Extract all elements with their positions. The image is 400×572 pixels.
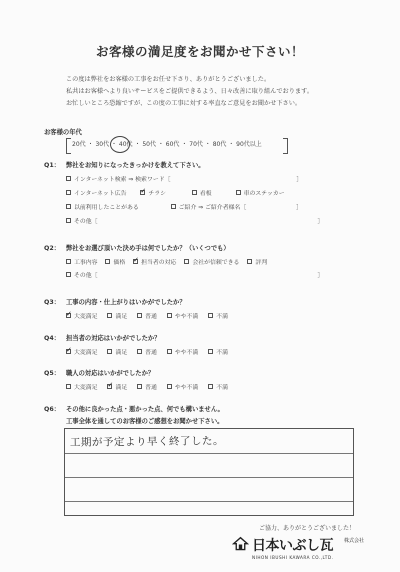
comment-line [65, 453, 353, 454]
q4-number: Q4： [44, 335, 61, 342]
age-options-text: 20代 ・ 30代 ・ 40代 ・ 50代 ・ 60代 ・ 70代 ・ 80代 ・ 90代以上 [72, 141, 262, 148]
q5-option-neutral[interactable]: 普通 [137, 382, 157, 391]
company-name: 日本いぶし瓦 [252, 538, 333, 554]
company-emblem-icon [232, 536, 249, 553]
q2-option-price[interactable]: 価格 [105, 257, 125, 266]
q4-heading [44, 333, 160, 342]
checkbox-checked[interactable] [133, 259, 138, 264]
company-name-en: NIHON IBUSHI KAWARA CO.,LTD. [252, 555, 334, 560]
q3-options [66, 311, 228, 320]
q2-row-2 [66, 270, 323, 279]
checkbox-checked[interactable] [66, 349, 71, 354]
checkbox-checked[interactable] [66, 313, 71, 318]
q1-heading [44, 160, 205, 169]
q2-question: 弊社をお選び頂いた決め手は何でしたか？（いくつでも） [66, 245, 230, 252]
q1-question: 弊社をお知りになったきっかけを教えて下さい。 [66, 162, 205, 169]
q1-option-other[interactable]: その他［ [66, 216, 98, 225]
q1-row-2 [66, 188, 285, 197]
intro-line-1: この度は弊社をお客様の工事をお任せ下さり、ありがとうございました。 [66, 76, 271, 83]
company-kk: 株式会社 [344, 538, 365, 544]
q2-row-1 [66, 257, 267, 266]
age-label: お客様の年代 [44, 129, 82, 136]
company-logo [232, 535, 372, 565]
q6-heading [44, 404, 224, 413]
q3-number: Q3： [44, 299, 61, 306]
age-selected-circle [110, 136, 130, 153]
intro-line-2: 私共はお客様へより良いサービスをご提供できるよう、日々改善に取り組んでおります。 [66, 88, 314, 95]
q5-option-satisfied[interactable]: ✓ 満足 [107, 382, 127, 391]
checkbox[interactable] [66, 176, 71, 181]
q5-option-somewhat-dissatisfied[interactable]: やや不満 [167, 382, 199, 391]
close-bracket: ］ [296, 177, 303, 183]
q1-option-ad[interactable]: インターネット広告 [66, 188, 127, 197]
q2-option-reputation[interactable]: 評判 [247, 257, 267, 266]
q4-option-somewhat-dissatisfied[interactable]: やや不満 [167, 347, 199, 356]
q3-option-dissatisfied[interactable]: 不満 [208, 311, 228, 320]
q1-row-1 [66, 174, 302, 183]
intro-line-3: お忙しいところ恐縮ですが、この度の工事に対する率直なご意見をお聞かせ下さい。 [66, 100, 302, 107]
q5-option-very-satisfied[interactable]: 大変満足 [66, 382, 98, 391]
q6-number: Q6： [44, 406, 61, 413]
q2-option-content[interactable]: 工事内容 [66, 257, 98, 266]
q3-option-neutral[interactable]: 普通 [137, 311, 157, 320]
q2-option-other[interactable]: その他［ [66, 270, 98, 279]
checkbox-checked[interactable] [107, 384, 112, 389]
comment-line [65, 501, 353, 502]
q3-option-satisfied[interactable]: 満足 [107, 311, 127, 320]
age-options[interactable] [66, 138, 288, 152]
q4-option-very-satisfied[interactable]: ✓大変満足 [66, 347, 98, 356]
q3-option-somewhat-dissatisfied[interactable]: やや不満 [167, 311, 199, 320]
q1-option-search[interactable]: インターネット検索 ⇒ 検索ワード［ [66, 174, 171, 183]
q4-options [66, 347, 228, 356]
q4-option-neutral[interactable]: 普通 [137, 347, 157, 356]
q1-option-referral[interactable]: ご紹介 ⇒ ご紹介者様名［ [171, 202, 247, 211]
q6-subtitle: 工事全体を通してのお客様のご感想をお聞かせ下さい。 [66, 418, 224, 425]
q1-row-3 [66, 202, 302, 211]
q4-option-dissatisfied[interactable]: 不満 [208, 347, 228, 356]
q1-option-previous[interactable]: 以前利用したことがある [66, 202, 139, 211]
q4-option-satisfied[interactable]: 満足 [107, 347, 127, 356]
q3-question: 工事の内容・仕上がりはいかがでしたか？ [66, 299, 186, 306]
close-bracket: ］ [317, 219, 324, 225]
q5-heading [44, 368, 154, 377]
thanks-text: ご協力、ありがとうございました！ [258, 525, 355, 532]
q3-heading [44, 297, 186, 306]
q1-number: Q1： [44, 162, 61, 169]
q1-option-sign[interactable]: 看板 [192, 188, 212, 197]
q1-option-sticker[interactable]: 車のステッカー [236, 188, 285, 197]
q4-question: 担当者の対応はいかがでしたか？ [66, 335, 161, 342]
q2-option-staff[interactable]: ✓ 担当者の対応 [133, 257, 176, 266]
q3-option-very-satisfied[interactable]: ✓大変満足 [66, 311, 98, 320]
q5-number: Q5： [44, 370, 61, 377]
checkbox-checked[interactable] [140, 190, 145, 195]
page-title: お客様の満足度をお聞かせ下さい！ [95, 44, 304, 59]
close-bracket: ］ [317, 273, 324, 279]
q5-option-dissatisfied[interactable]: 不満 [208, 382, 228, 391]
intro-text [66, 74, 313, 110]
q6-handwritten-answer: 工期が予定より早く終了した。 [69, 435, 225, 449]
q1-option-flyer[interactable]: ✓ チラシ [140, 188, 166, 197]
q1-row-4 [66, 216, 323, 225]
q6-question: その他に良かった点・悪かった点、何でも構いません。 [66, 406, 224, 413]
q2-heading [44, 243, 230, 252]
q5-question: 職人の対応はいかがでしたか？ [66, 370, 155, 377]
close-bracket: ］ [296, 205, 303, 211]
comment-line [65, 477, 353, 478]
q5-options [66, 382, 228, 391]
q2-number: Q2： [44, 245, 61, 252]
q2-option-trust[interactable]: 会社が信頼できる [184, 257, 239, 266]
